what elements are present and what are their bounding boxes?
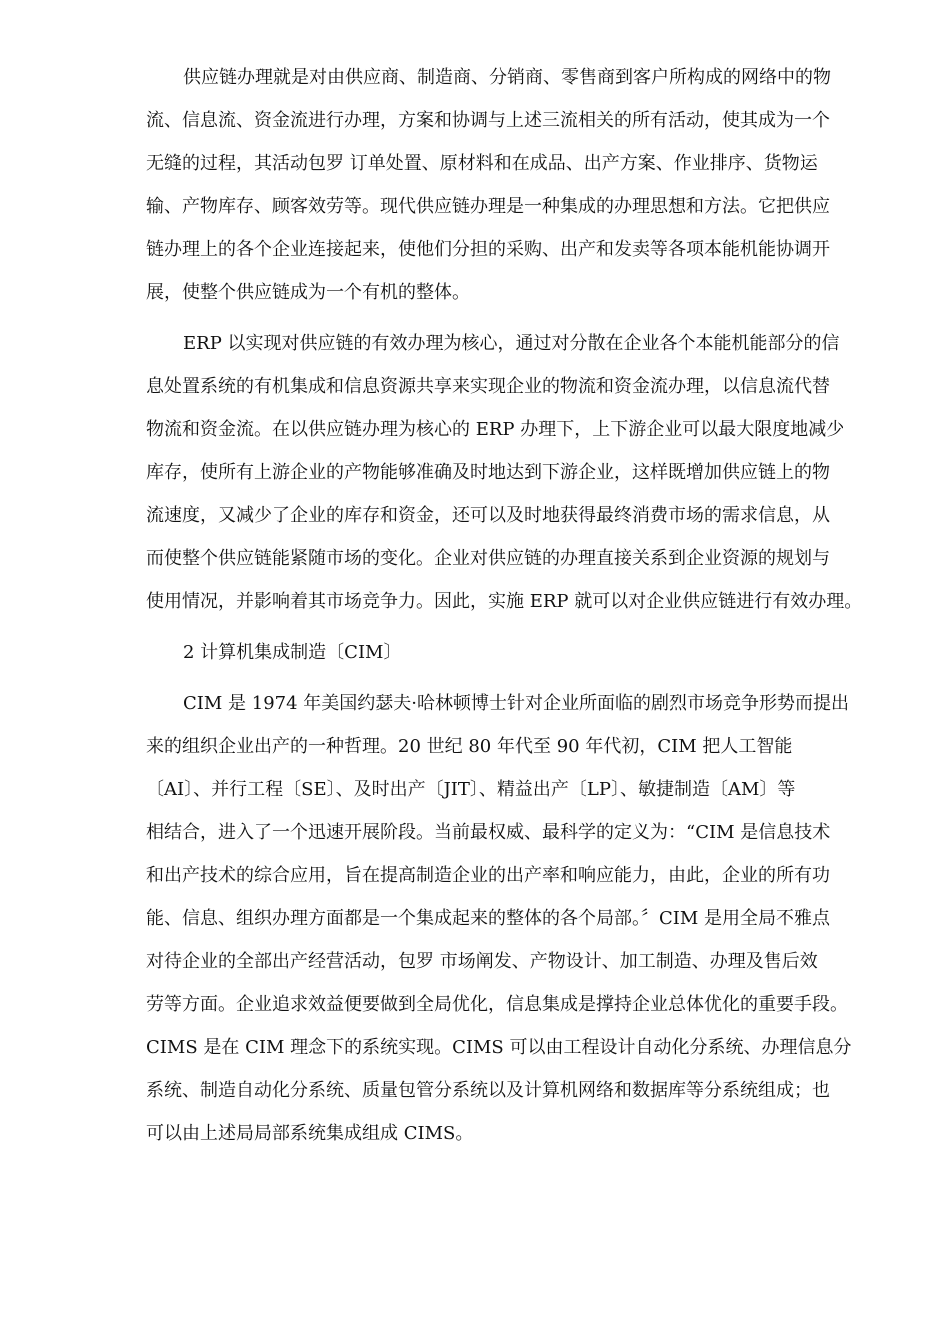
text-line: 和出产技术的综合应用，旨在提高制造企业的出产率和响应能力，由此，企业的所有功	[146, 865, 830, 886]
text-line: 劳等方面。企业追求效益便要做到全局优化，信息集成是撑持企业总体优化的重要手段。	[146, 994, 848, 1015]
paragraph-erp	[146, 322, 886, 623]
paragraph-spacer	[146, 314, 886, 322]
paragraph-spacer	[146, 623, 886, 631]
text-line: 息处置系统的有机集成和信息资源共享来实现企业的物流和资金流办理，以信息流代替	[146, 376, 830, 397]
text-line: ERP 以实现对供应链的有效办理为核心，通过对分散在企业各个本能机能部分的信	[183, 333, 840, 354]
text-line: CIMS 是在 CIM 理念下的系统实现。CIMS 可以由工程设计自动化分系统、办理信息分	[146, 1037, 852, 1058]
text-line: 〔AI〕、并行工程〔SE〕、及时出产〔JIT〕、精益出产〔LP〕、敏捷制造〔AM〕等	[146, 779, 796, 800]
paragraph-supply-chain	[146, 56, 886, 314]
text-line: 链办理上的各个企业连接起来，使他们分担的采购、出产和发卖等各项本能机能协调开	[146, 239, 830, 260]
paragraph-cim	[146, 682, 886, 1155]
document-body	[146, 56, 886, 1155]
section-heading: 2 计算机集成制造〔CIM〕	[183, 642, 402, 663]
text-line: 相结合，进入了一个迅速开展阶段。当前最权威、最科学的定义为：“CIM 是信息技术	[146, 822, 831, 843]
text-line: 流、信息流、资金流进行办理，方案和协调与上述三流相关的所有活动，使其成为一个	[146, 110, 830, 131]
text-line: 使用情况，并影响着其市场竞争力。因此，实施 ERP 就可以对企业供应链进行有效办理。	[146, 591, 863, 612]
paragraph-spacer	[146, 674, 886, 682]
text-line: 系统、制造自动化分系统、质量包管分系统以及计算机网络和数据库等分系统组成；也	[146, 1080, 830, 1101]
text-line: 可以由上述局局部系统集成组成 CIMS。	[146, 1123, 474, 1144]
text-line: 库存，使所有上游企业的产物能够准确及时地达到下游企业，这样既增加供应链上的物	[146, 462, 830, 483]
text-line: 无缝的过程，其活动包罗 订单处置、原材料和在成品、出产方案、作业排序、货物运	[146, 153, 818, 174]
text-line: 展，使整个供应链成为一个有机的整体。	[146, 282, 470, 303]
text-line: 流速度，又减少了企业的库存和资金，还可以及时地获得最终消费市场的需求信息，从	[146, 505, 830, 526]
text-line: 供应链办理就是对由供应商、制造商、分销商、零售商到客户所构成的网络中的物	[183, 67, 831, 88]
text-line: 对待企业的全部出产经营活动，包罗 市场阐发、产物设计、加工制造、办理及售后效	[146, 951, 818, 972]
text-line: 来的组织企业出产的一种哲理。20 世纪 80 年代至 90 年代初，CIM 把人工智能	[146, 736, 793, 757]
text-line: 而使整个供应链能紧随市场的变化。企业对供应链的办理直接关系到企业资源的规划与	[146, 548, 830, 569]
text-line: CIM 是 1974 年美国约瑟夫·哈林顿博士针对企业所面临的剧烈市场竞争形势而提出	[183, 693, 850, 714]
section-heading-cim	[146, 631, 886, 674]
text-line: 物流和资金流。在以供应链办理为核心的 ERP 办理下，上下游企业可以最大限度地减少	[146, 419, 845, 440]
text-line: 能、信息、组织办理方面都是一个集成起来的整体的各个局部。〞CIM 是用全局不雅点	[146, 908, 831, 929]
text-line: 输、产物库存、顾客效劳等。现代供应链办理是一种集成的办理思想和方法。它把供应	[146, 196, 830, 217]
